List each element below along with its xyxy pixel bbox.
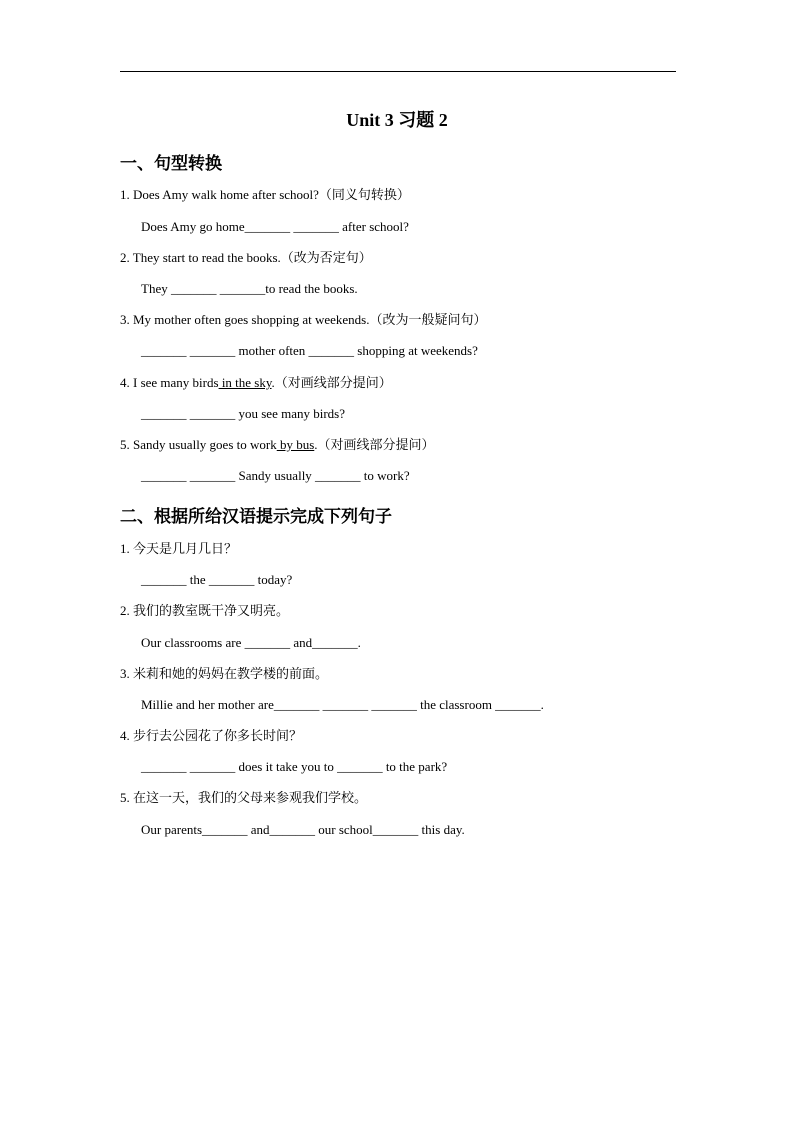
s1-question-4 [120,375,392,391]
s2-question-3: 3. 米莉和她的妈妈在教学楼的前面。 [120,666,329,681]
s2-question-2: 2. 我们的教室既干净又明亮。 [120,603,290,618]
s1-question-5-underlined: by bus [276,437,315,452]
s2-answer-4: _______ _______ does it take you to _______ to the park? [141,759,448,774]
page-title: Unit 3 习题 2 [346,110,448,130]
s2-answer-3: Millie and her mother are_______ _______ _______ the classroom _______. [141,697,544,712]
s1-question-4-instruction: .（对画线部分提问） [271,375,392,390]
s1-question-5-instruction: .（对画线部分提问） [314,437,435,452]
s2-question-5: 5. 在这一天，我们的父母来参观我们学校。 [120,790,368,805]
s2-answer-5: Our parents_______ and_______ our school_______ this day. [141,822,465,837]
s2-question-4: 4. 步行去公园花了你多长时间？ [120,728,303,743]
s1-answer-3: _______ _______ mother often _______ shopping at weekends? [141,343,478,358]
s1-question-5 [120,437,435,453]
section-1-heading: 一、句型转换 [120,154,222,173]
header-rule [120,71,676,72]
s2-answer-1: _______ the _______ today? [141,572,293,587]
s2-answer-2: Our classrooms are _______ and_______. [141,635,361,650]
section-2-heading: 二、根据所给汉语提示完成下列句子 [120,507,392,526]
s1-answer-1: Does Amy go home_______ _______ after school? [141,219,409,234]
s1-answer-5: _______ _______ Sandy usually _______ to work? [141,468,410,483]
s1-answer-2: They _______ _______to read the books. [141,281,358,296]
s1-question-1: 1. Does Amy walk home after school?（同义句转换） [120,187,410,202]
s1-question-2: 2. They start to read the books.（改为否定句） [120,250,372,265]
s1-answer-4: _______ _______ you see many birds? [141,406,346,421]
s1-question-4-text: 4. I see many birds [120,375,219,390]
s1-question-4-underlined: in the sky [218,375,272,390]
s2-question-1: 1. 今天是几月几日？ [120,541,238,556]
s1-question-3: 3. My mother often goes shopping at weekends.（改为一般疑问句） [120,312,487,327]
s1-question-5-text: 5. Sandy usually goes to work [120,437,277,452]
